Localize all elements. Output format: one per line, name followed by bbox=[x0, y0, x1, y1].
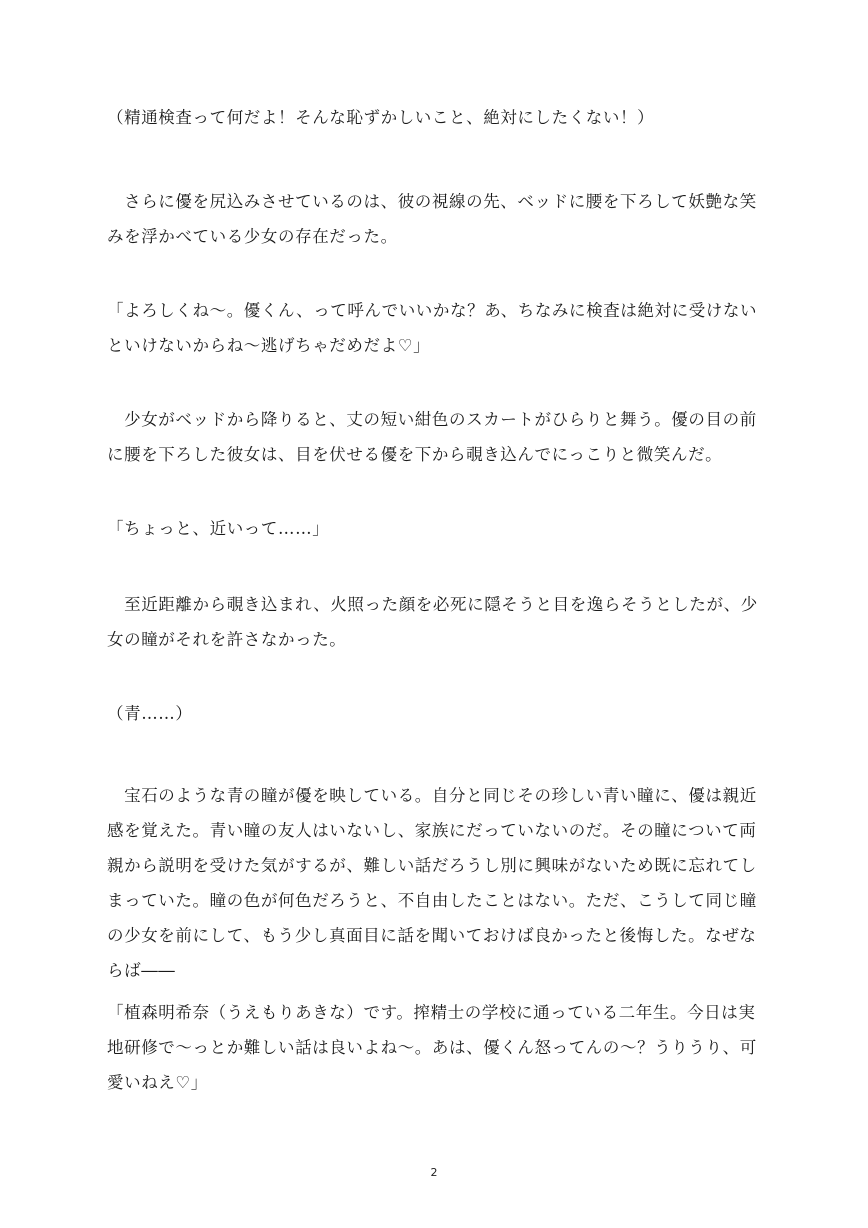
paragraph-narration bbox=[107, 402, 767, 472]
text-line: まっていた。瞳の色が何色だろうと、不自由したことはない。ただ、こうして同じ瞳 bbox=[107, 891, 757, 910]
text-line: 「植森明希奈（うえもりあきな）です。搾精士の学校に通っている二年生。今日は実 bbox=[107, 1003, 756, 1022]
paragraph-dialogue bbox=[107, 995, 767, 1100]
text-line: （青……） bbox=[107, 704, 193, 723]
text-line: 宝石のような青の瞳が優を映している。自分と同じその珍しい青い瞳に、優は親近 bbox=[107, 786, 757, 805]
paragraph-inner-thought bbox=[107, 696, 767, 731]
text-line: 「よろしくね～。優くん、って呼んでいいかな？あ、ちなみに検査は絶対に受けない bbox=[107, 301, 758, 320]
text-line: 感を覚えた。青い瞳の友人はいないし、家族にだっていないのだ。その瞳について両 bbox=[107, 821, 757, 840]
text-line: の少女を前にして、もう少し真面目に話を聞いておけば良かったと後悔した。なぜな bbox=[107, 926, 757, 945]
text-line: （精通検査って何だよ！そんな恥ずかしいこと、絶対にしたくない！） bbox=[107, 108, 655, 127]
paragraph-narration bbox=[107, 587, 767, 657]
text-line: 愛いねえ♡」 bbox=[107, 1073, 208, 1092]
text-line: 少女がベッドから降りると、丈の短い紺色のスカートがひらりと舞う。優の目の前 bbox=[107, 410, 757, 429]
text-line: 「ちょっと、近いって……」 bbox=[107, 519, 330, 538]
text-line: に腰を下ろした彼女は、目を伏せる優を下から覗き込んでにっこりと微笑んだ。 bbox=[107, 445, 723, 464]
text-line: 女の瞳がそれを許さなかった。 bbox=[107, 630, 347, 649]
paragraph-dialogue bbox=[107, 293, 767, 363]
paragraph-inner-thought bbox=[107, 100, 767, 135]
text-line: 地研修で～っとか難しい話は良いよね～。あは、優くん怒ってんの～？うりうり、可 bbox=[107, 1038, 757, 1057]
page-number: 2 bbox=[430, 1166, 438, 1179]
text-line: さらに優を尻込みさせているのは、彼の視線の先、ベッドに腰を下ろして妖艶な笑 bbox=[107, 192, 757, 211]
text-line: みを浮かべている少女の存在だった。 bbox=[107, 227, 398, 246]
paragraph-dialogue bbox=[107, 511, 767, 546]
text-line: らば―― bbox=[107, 961, 176, 980]
text-line: 至近距離から覗き込まれ、火照った顔を必死に隠そうと目を逸らそうとしたが、少 bbox=[107, 595, 758, 614]
paragraph-narration bbox=[107, 778, 767, 988]
paragraph-narration bbox=[107, 184, 767, 254]
text-line: 親から説明を受けた気がするが、難しい話だろうし別に興味がないため既に忘れてし bbox=[107, 856, 757, 875]
text-line: といけないからね～逃げちゃだめだよ♡」 bbox=[107, 336, 431, 355]
